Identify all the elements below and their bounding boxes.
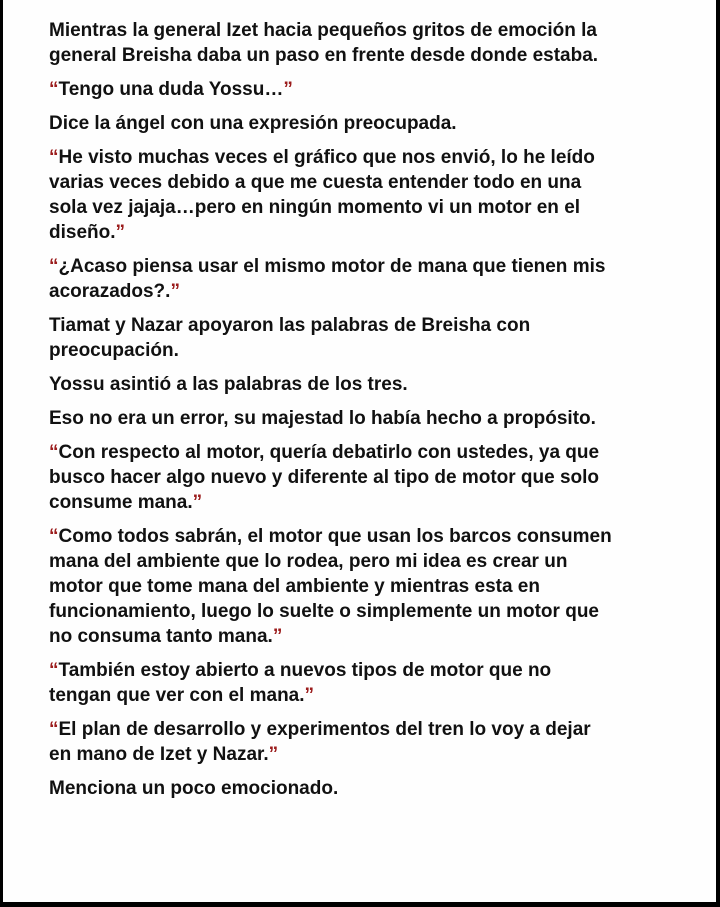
open-quote-mark: “	[49, 660, 59, 681]
dialogue-paragraph	[49, 145, 706, 245]
line-text: diseño.	[49, 222, 116, 243]
dialogue-paragraph	[49, 658, 706, 708]
text-line	[49, 490, 706, 515]
dialogue-paragraph	[49, 524, 706, 649]
line-text: Tiamat y Nazar apoyaron las palabras de Breisha con	[49, 315, 531, 336]
line-text: busco hacer algo nuevo y diferente al tipo de motor que solo	[49, 467, 600, 488]
open-quote-mark: “	[49, 79, 59, 100]
text-line	[49, 220, 706, 245]
text-line	[49, 574, 706, 599]
close-quote-mark: ”	[268, 744, 279, 765]
line-text: Como todos sabrán, el motor que usan los barcos consumen	[58, 526, 612, 547]
open-quote-mark: “	[49, 256, 59, 277]
line-text: Con respecto al motor, quería debatirlo con ustedes, ya que	[58, 442, 600, 463]
line-text: tengan que ver con el mana.	[49, 685, 305, 706]
close-quote-mark: ”	[192, 492, 203, 513]
line-text: general Breisha daba un paso en frente desde donde estaba.	[49, 45, 599, 66]
dialogue-paragraph	[49, 254, 706, 304]
open-quote-mark: “	[49, 719, 59, 740]
narration-paragraph	[49, 313, 706, 363]
text-line	[49, 683, 706, 708]
document-page	[3, 0, 716, 902]
close-quote-mark: ”	[115, 222, 126, 243]
line-text: El plan de desarrollo y experimentos del tren lo voy a dejar	[58, 719, 591, 740]
line-text: mana del ambiente que lo rodea, pero mi idea es crear un	[49, 551, 568, 572]
text-line	[49, 465, 706, 490]
text-line	[49, 624, 706, 649]
text-line	[49, 111, 706, 136]
text-line	[49, 717, 706, 742]
open-quote-mark: “	[49, 147, 59, 168]
line-text: Mientras la general Izet hacia pequeños gritos de emoción la	[49, 20, 597, 41]
line-text: He visto muchas veces el gráfico que nos envió, lo he leído	[58, 147, 595, 168]
close-quote-mark: ”	[170, 281, 180, 302]
text-line	[49, 43, 706, 68]
line-text: motor que tome mana del ambiente y mientras esta en	[49, 576, 540, 597]
close-quote-mark: ”	[272, 626, 283, 647]
line-text: varias veces debido a que me cuesta entender todo en una	[49, 172, 582, 193]
text-line	[49, 254, 706, 279]
line-text: ¿Acaso piensa usar el mismo motor de mana que tienen mis	[58, 256, 606, 277]
line-text: Tengo una duda Yossu…	[58, 79, 284, 100]
narration-paragraph	[49, 18, 706, 68]
line-text: consume mana.	[49, 492, 193, 513]
line-text: Dice la ángel con una expresión preocupada.	[49, 113, 457, 134]
text-line	[49, 195, 706, 220]
line-text: preocupación.	[49, 340, 179, 361]
text-line	[49, 338, 706, 363]
narration-paragraph	[49, 776, 706, 801]
narration-paragraph	[49, 372, 706, 397]
close-quote-mark: ”	[283, 79, 293, 100]
narration-paragraph	[49, 111, 706, 136]
text-line	[49, 372, 706, 397]
dialogue-paragraph	[49, 77, 706, 102]
open-quote-mark: “	[49, 442, 59, 463]
line-text: Yossu asintió a las palabras de los tres.	[49, 374, 408, 395]
text-line	[49, 549, 706, 574]
text-line	[49, 77, 706, 102]
text-line	[49, 599, 706, 624]
text-line	[49, 524, 706, 549]
text-line	[49, 406, 706, 431]
line-text: acorazados?.	[49, 281, 171, 302]
text-line	[49, 170, 706, 195]
document-body	[49, 18, 706, 810]
text-line	[49, 440, 706, 465]
text-line	[49, 742, 706, 767]
line-text: Eso no era un error, su majestad lo había hecho a propósito.	[49, 408, 596, 429]
text-line	[49, 18, 706, 43]
line-text: También estoy abierto a nuevos tipos de motor que no	[58, 660, 552, 681]
open-quote-mark: “	[49, 526, 59, 547]
text-line	[49, 313, 706, 338]
line-text: en mano de Izet y Nazar.	[49, 744, 269, 765]
text-line	[49, 145, 706, 170]
line-text: Menciona un poco emocionado.	[49, 778, 339, 799]
text-line	[49, 279, 706, 304]
text-line	[49, 658, 706, 683]
line-text: funcionamiento, luego lo suelte o simplemente un motor que	[49, 601, 599, 622]
dialogue-paragraph	[49, 440, 706, 515]
narration-paragraph	[49, 406, 706, 431]
line-text: no consuma tanto mana.	[49, 626, 273, 647]
dialogue-paragraph	[49, 717, 706, 767]
text-line	[49, 776, 706, 801]
close-quote-mark: ”	[304, 685, 315, 706]
line-text: sola vez jajaja…pero en ningún momento vi un motor en el	[49, 197, 581, 218]
